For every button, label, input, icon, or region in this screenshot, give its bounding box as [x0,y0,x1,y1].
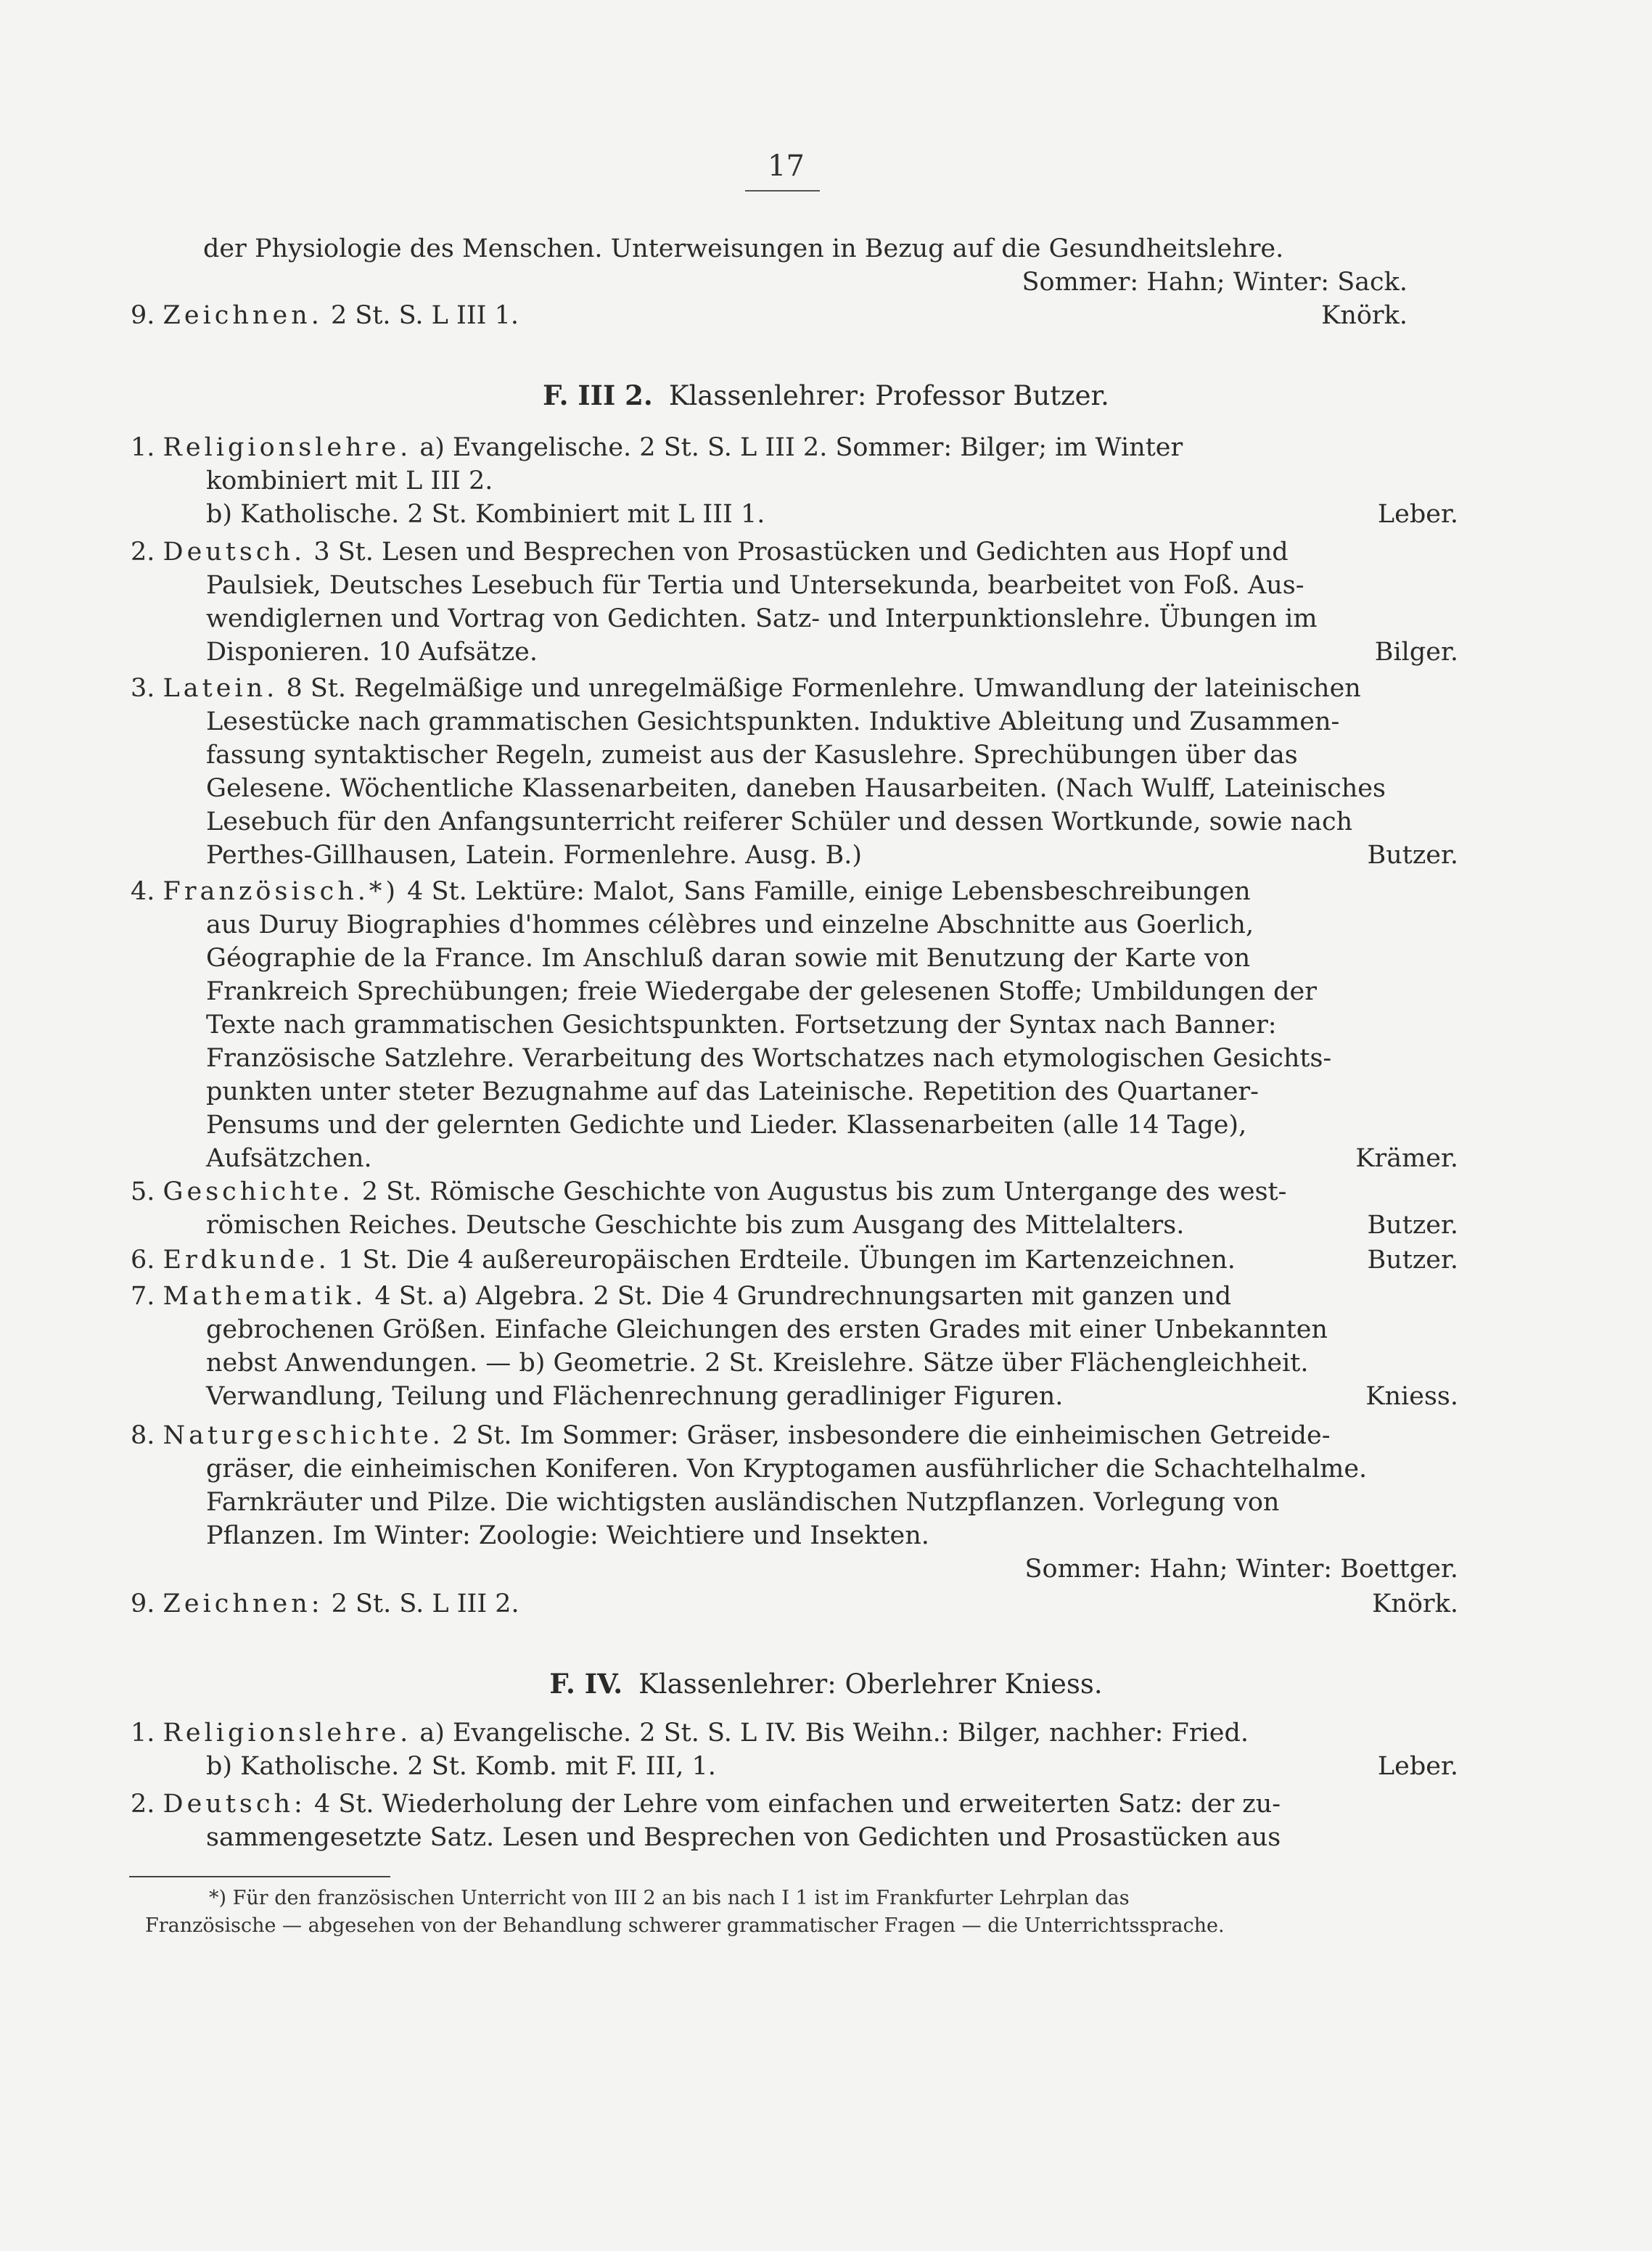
iii2-item-geschichte: 5. Geschichte. 2 St. Römische Geschichte von Augustus bis zum Untergange des west- römischen Reiches. Deutsche Geschichte bis zum Ausgang des Mittelalters. Butzer. [131,1175,1458,1242]
iii2-item-zeichnen: 9. Zeichnen: 2 St. S. L III 2. Knörk. [131,1587,1458,1621]
teacher-name: Kniess. [1365,1382,1458,1411]
footnote [145,1885,1451,1940]
subject-name: Religionslehre. [163,1719,412,1748]
item-text: 2 St. S. L III 1. [330,301,519,330]
iii2-item-franzoesisch: 4. Französisch.*) 4 St. Lektüre: Malot, Sans Famille, einige Lebensbeschreibungen aus Duruy Biographies d'hommes célèbres und einzelne Abschnitte aus Goerlich, Géographie de la France. Im Anschluß daran sowie mit Benutzung der Karte von Frankreich Sprechübungen; freie Wiedergabe der gelesenen Stoffe; Umbildungen der Texte nach grammatischen Gesichtspunkten. Fortsetzung der Syntax nach Banner: Französische Satzlehre. Verarbeitung des Wortschatzes nach etymologischen Gesichts- punkten unter steter Bezugnahme auf das Lateinische. Repetition des Quartaner- Pensums und der gelernten Gedichte und Lieder. Klassenarbeiten (alle 14 Tage), Aufsätzchen. Krämer. [131,875,1458,1175]
teacher-name: Leber. [1377,1752,1458,1781]
subject-name: Naturgeschichte. [163,1421,444,1450]
teacher-name: Butzer. [1367,1246,1458,1275]
subject-name: Zeichnen: [163,1589,324,1618]
subject-name: Geschichte. [163,1177,354,1206]
section-iii1-item-9 [131,299,1408,332]
iii2-item-latein: 3. Latein. 8 St. Regelmäßige und unregelmäßige Formenlehre. Umwandlung der lateinischen Lesestücke nach grammatischen Gesichtspunkten. Induktive Ableitung und Zusammen- fassung syntaktischer Regeln, zumeist aus der Kasuslehre. Sprechübungen über das Gelesene. Wöchentliche Klassenarbeiten, daneben Hausarbeiten. (Nach Wulff, Lateinisches Lesebuch für den Anfangsunterricht reiferer Schüler und dessen Wortkunde, sowie nach Perthes-Gillhausen, Latein. Formenlehre. Ausg. B.) Butzer. [131,672,1458,872]
teacher-name: Leber. [1377,500,1458,529]
teacher-name: Bilger. [1374,638,1458,667]
footnote-rule [129,1876,390,1877]
section-iii1-continued [203,232,1408,299]
page-number-rule [745,190,820,192]
teacher-line: Sommer: Hahn; Winter: Sack. [1022,268,1408,297]
teacher-name: Knörk. [1372,1589,1458,1618]
item-number: 9. [131,301,155,330]
teacher-name: Butzer. [1367,841,1458,870]
subject-name: Deutsch. [163,538,306,567]
teacher-name: Butzer. [1367,1211,1458,1240]
subject-name: Mathematik. [163,1282,367,1311]
subject-name: Französisch.*) [163,877,400,906]
teacher-name: Krämer. [1355,1144,1458,1173]
subject-name: Latein. [163,674,279,703]
subject-name: Deutsch: [163,1790,306,1819]
footnote-line: Französische — abgesehen von der Behandlung schwerer grammatischer Fragen — die Unterrichtssprache. [145,1914,1225,1937]
iv-item-religion: 1. Religionslehre. a) Evangelische. 2 St. S. L IV. Bis Weihn.: Bilger, nachher: Fried. b) Katholische. 2 St. Komb. mit F. III, 1. Leber. [131,1716,1458,1783]
text-line: der Physiologie des Menschen. Unterweisungen in Bezug auf die Gesundheitslehre. [203,234,1284,263]
iii2-item-naturgeschichte: 8. Naturgeschichte. 2 St. Im Sommer: Gräser, insbesondere die einheimischen Getreide- gräser, die einheimischen Koniferen. Von Kryptogamen ausführlicher die Schachtelhalme. Farnkräuter und Pilze. Die wichtigsten ausländischen Nutzpflanzen. Vorlegung von Pflanzen. Im Winter: Zoologie: Weichtiere und Insekten. Sommer: Hahn; Winter: Boettger. [131,1419,1458,1586]
subject-name: Religionslehre. [163,433,412,462]
iii2-item-deutsch: 2. Deutsch. 3 St. Lesen und Besprechen von Prosastücken und Gedichten aus Hopf und Paulsiek, Deutsches Lesebuch für Tertia und Untersekunda, bearbeitet von Foß. Aus- wendiglernen und Vortrag von Gedichten. Satz- und Interpunktionslehre. Übungen im Disponieren. 10 Aufsätze. Bilger. [131,535,1458,669]
section-heading-iii2: F. III 2. Klassenlehrer: Professor Butzer. [543,379,1109,411]
teacher-name: Knörk. [1321,301,1408,330]
iii2-item-religion: 1. Religionslehre. a) Evangelische. 2 St. S. L III 2. Sommer: Bilger; im Winter kombiniert mit L III 2. b) Katholische. 2 St. Kombiniert mit L III 1. Leber. [131,431,1458,531]
subject-name: Erdkunde. [163,1246,330,1275]
iv-item-deutsch: 2. Deutsch: 4 St. Wiederholung der Lehre vom einfachen und erweiterten Satz: der zu- sammengesetzte Satz. Lesen und Besprechen von Gedichten und Prosastücken aus [131,1790,1281,1852]
iii2-item-erdkunde: 6. Erdkunde. 1 St. Die 4 außereuropäischen Erdteile. Übungen im Kartenzeichnen. Butzer. [131,1243,1458,1277]
footnote-line: *) Für den französischen Unterricht von III 2 an bis nach I 1 ist im Frankfurter Lehrplan das [209,1887,1130,1909]
page-number: 17 [768,149,805,183]
subject-name: Zeichnen. [163,301,323,330]
teacher-name: Sommer: Hahn; Winter: Boettger. [1024,1555,1458,1584]
section-heading-iv: F. IV. Klassenlehrer: Oberlehrer Kniess. [549,1668,1103,1700]
iii2-item-mathematik: 7. Mathematik. 4 St. a) Algebra. 2 St. Die 4 Grundrechnungsarten mit ganzen und gebrochenen Größen. Einfache Gleichungen des ersten Grades mit einer Unbekannten nebst Anwendungen. — b) Geometrie. 2 St. Kreislehre. Sätze über Flächengleichheit. Verwandlung, Teilung und Flächenrechnung geradliniger Figuren. Kniess. [131,1280,1458,1413]
